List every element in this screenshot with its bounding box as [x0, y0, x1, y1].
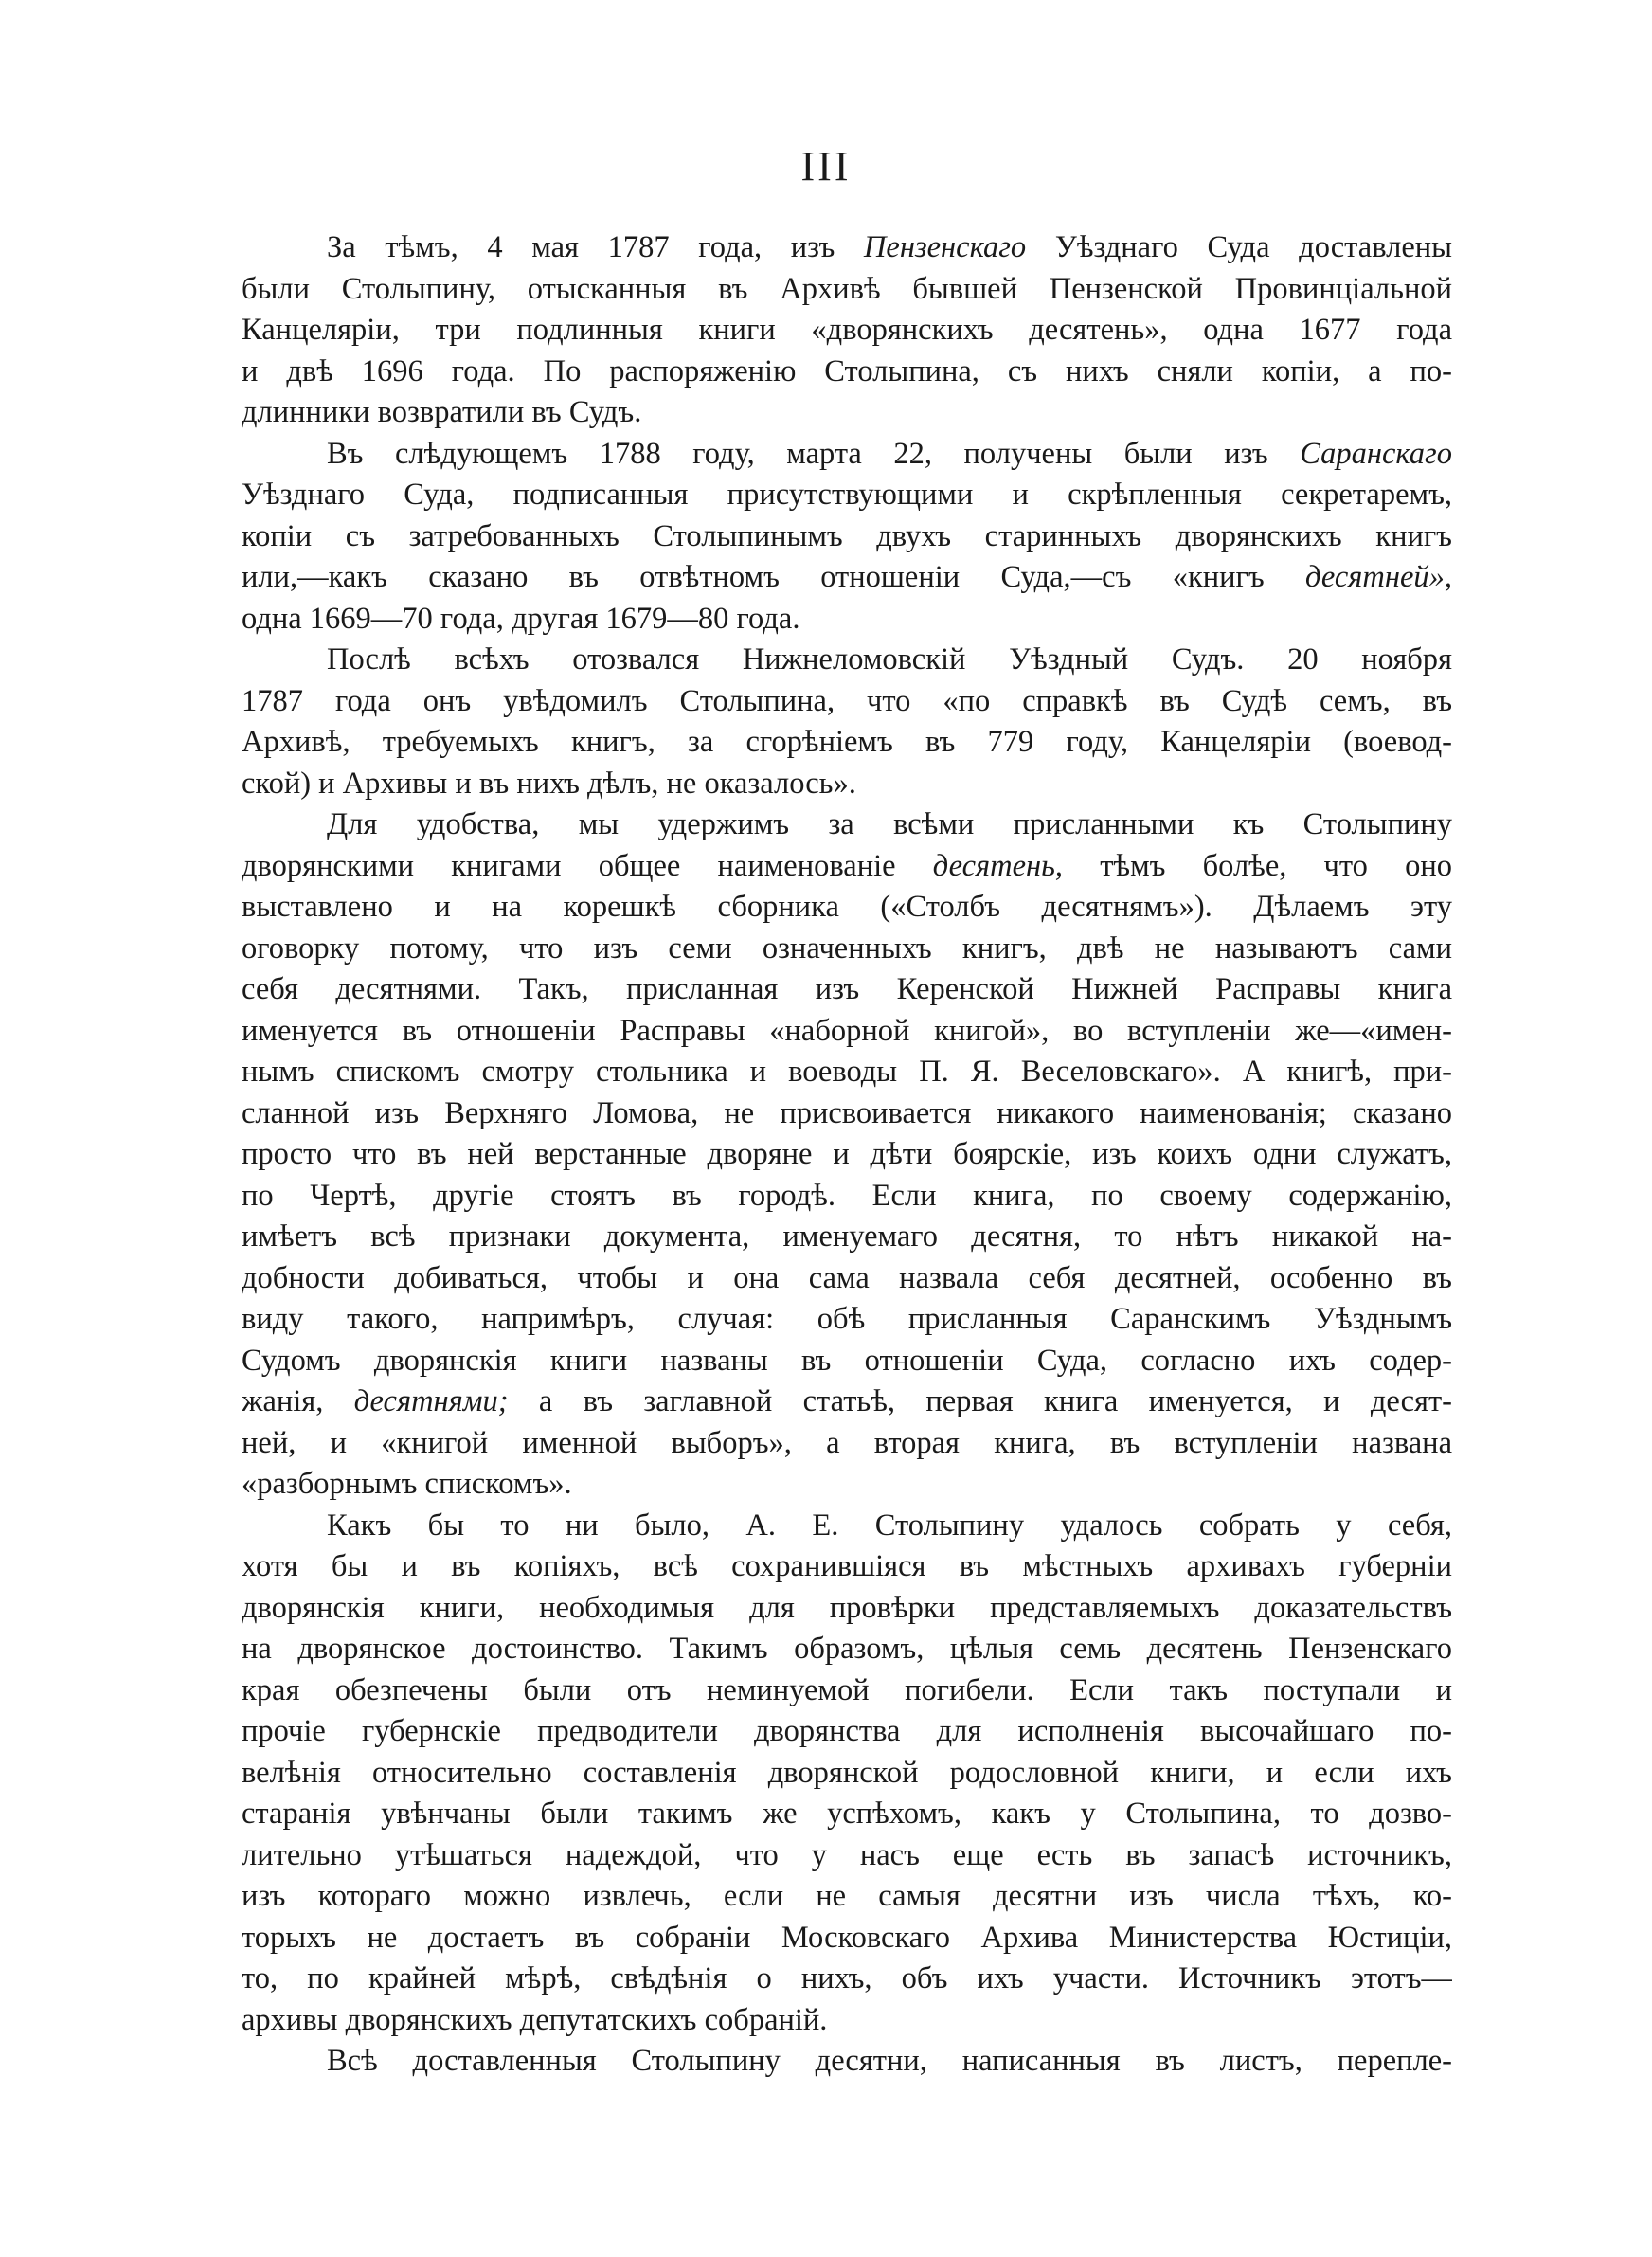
text-line	[242, 846, 1452, 888]
text-run: Судомъ дворянскія книги названы въ отношеніи Суда, согласно ихъ содер-	[242, 1343, 1452, 1378]
text-line	[242, 1670, 1452, 1712]
text-line	[242, 392, 1452, 434]
text-line	[242, 1176, 1452, 1218]
text-run: края обезпечены были отъ неминуемой погибели. Если такъ поступали и	[242, 1672, 1452, 1707]
text-run: виду такого, напримѣръ, случая: обѣ присланныя Саранскимъ Уѣзднымъ	[242, 1302, 1452, 1336]
text-run: а въ заглавной статьѣ, первая книга именуется, и десят-	[508, 1384, 1452, 1418]
text-line	[242, 352, 1452, 393]
text-run: имѣетъ всѣ признаки документа, именуемаго десятня, то нѣтъ никакой на-	[242, 1219, 1452, 1254]
text-run: одна 1669—70 года, другая 1679—80 года.	[242, 601, 800, 636]
text-run: ней, и «книгой именной выборъ», а вторая книга, въ вступленіи названа	[242, 1425, 1452, 1460]
text-line	[242, 929, 1452, 970]
page-number: III	[800, 143, 852, 190]
text-run: прочіе губернскіе предводители дворянства для исполненія высочайшаго по-	[242, 1714, 1452, 1748]
text-run: на дворянское достоинство. Такимъ образомъ, цѣлыя семь десятень Пензенскаго	[242, 1632, 1452, 1666]
text-line	[242, 516, 1452, 558]
text-line	[242, 681, 1452, 723]
text-line	[242, 434, 1452, 476]
italic-term: десятень,	[932, 848, 1064, 883]
paragraph	[242, 804, 1452, 1506]
text-run: были Столыпину, отысканныя въ Архивѣ бывшей Пензенской Провинціальной	[242, 271, 1452, 306]
text-run: лительно утѣшаться надеждой, что у насъ еще есть въ запасѣ источникъ,	[242, 1837, 1452, 1872]
text-run: и двѣ 1696 года. По распоряженію Столыпина, съ нихъ сняли копіи, а по-	[242, 353, 1452, 388]
text-run: архивы дворянскихъ депутатскихъ собраній.	[242, 2002, 828, 2037]
text-line	[242, 227, 1452, 269]
text-run: Канцеляріи, три подлинныя книги «дворянскихъ десятень», одна 1677 года	[242, 313, 1452, 347]
text-line	[242, 1258, 1452, 1300]
text-line	[242, 2041, 1452, 2083]
text-run: старанія увѣнчаны были такимъ же успѣхомъ, какъ у Столыпина, то дозво-	[242, 1797, 1452, 1831]
text-run: добности добиваться, чтобы и она сама назвала себя десятней, особенно въ	[242, 1260, 1452, 1295]
text-run: сланной изъ Верхняго Ломова, не присвоивается никакого наименованія; сказано	[242, 1095, 1452, 1130]
italic-term: десятнями;	[353, 1384, 509, 1418]
text-line	[242, 2000, 1452, 2042]
text-line	[242, 1341, 1452, 1382]
text-run: Архивѣ, требуемыхъ книгъ, за сгорѣніемъ въ 779 году, Канцеляріи (воевод-	[242, 725, 1452, 759]
text-line	[242, 310, 1452, 352]
text-run: Для удобства, мы удержимъ за всѣми присланными къ Столыпину	[327, 807, 1452, 841]
text-line	[242, 1588, 1452, 1630]
text-run: изъ котораго можно извлечь, если не самыя десятни изъ числа тѣхъ, ко-	[242, 1879, 1452, 1913]
text-line	[242, 475, 1452, 516]
text-run: или,—какъ сказано въ отвѣтномъ отношеніи Суда,—съ «книгъ	[242, 560, 1305, 594]
text-line	[242, 1835, 1452, 1877]
text-line	[242, 1464, 1452, 1506]
text-line	[242, 1423, 1452, 1465]
text-line	[242, 969, 1452, 1011]
text-run: За тѣмъ, 4 мая 1787 года, изъ	[327, 230, 864, 264]
text-line	[242, 887, 1452, 929]
text-line	[242, 1918, 1452, 1959]
text-line	[242, 722, 1452, 764]
italic-term: Саранскаго	[1300, 436, 1452, 471]
text-line	[242, 804, 1452, 846]
text-line	[242, 1093, 1452, 1135]
text-line	[242, 1794, 1452, 1835]
text-run: Какъ бы то ни было, А. Е. Столыпину удалось собрать у себя,	[327, 1508, 1452, 1543]
text-run: тѣмъ болѣе, что оно	[1063, 848, 1452, 883]
text-line	[242, 1753, 1452, 1795]
text-line	[242, 764, 1452, 805]
text-line	[242, 1711, 1452, 1753]
text-run: ской) и Архивы и въ нихъ дѣлъ, не оказалось».	[242, 766, 856, 801]
italic-term: Пензенскаго	[863, 230, 1027, 264]
text-run: Уѣзднаго Суда, подписанныя присутствующими и скрѣпленныя секретаремъ,	[242, 478, 1452, 512]
text-run: выставлено и на корешкѣ сборника («Столбъ десятнямъ»). Дѣлаемъ эту	[242, 890, 1452, 924]
text-line	[242, 599, 1452, 641]
text-run: Уѣзднаго Суда доставлены	[1026, 230, 1452, 264]
paragraph	[242, 640, 1452, 804]
text-line	[242, 1381, 1452, 1423]
text-run: оговорку потому, что изъ семи означенныхъ книгъ, двѣ не называютъ сами	[242, 930, 1452, 966]
text-run: по Чертѣ, другіе стоятъ въ городѣ. Если книга, по своему содержанію,	[242, 1178, 1452, 1213]
text-line	[242, 640, 1452, 681]
text-line	[242, 1217, 1452, 1258]
text-run: дворянскими книгами общее наименованіе	[242, 848, 933, 883]
text-run: себя десятнями. Такъ, присланная изъ Керенской Нижней Расправы книга	[242, 972, 1452, 1006]
text-run: Въ слѣдующемъ 1788 году, марта 22, получены были изъ	[327, 436, 1301, 471]
text-line	[242, 1876, 1452, 1918]
text-run: длинники возвратили въ Судъ.	[242, 395, 642, 429]
text-run: велѣнія относительно составленія дворянской родословной книги, и если ихъ	[242, 1755, 1452, 1790]
text-run: Всѣ доставленныя Столыпину десятни, написанныя въ листъ, перепле-	[327, 2044, 1452, 2078]
paragraph	[242, 2041, 1452, 2083]
text-line	[242, 1629, 1452, 1670]
text-line	[242, 1011, 1452, 1053]
text-run: нымъ спискомъ смотру стольника и воеводы П. Я. Веселовскаго». А книгѣ, при-	[242, 1055, 1452, 1089]
body-text	[242, 227, 1452, 2083]
text-line	[242, 1506, 1452, 1547]
paragraph	[242, 1506, 1452, 2042]
text-line	[242, 1052, 1452, 1093]
text-run: жанія,	[242, 1384, 354, 1418]
text-run: «разборнымъ спискомъ».	[242, 1467, 572, 1501]
text-run: дворянскія книги, необходимыя для провѣрки представляемыхъ доказательствъ	[242, 1590, 1452, 1625]
paragraph	[242, 227, 1452, 434]
text-line	[242, 1299, 1452, 1341]
paragraph	[242, 434, 1452, 641]
text-run: хотя бы и въ копіяхъ, всѣ сохранившіяся въ мѣстныхъ архивахъ губерніи	[242, 1549, 1452, 1583]
text-run: просто что въ ней верстанные дворяне и дѣти боярскіе, изъ коихъ одни служатъ,	[242, 1137, 1452, 1171]
text-line	[242, 1546, 1452, 1588]
text-run: то, по крайней мѣрѣ, свѣдѣнія о нихъ, объ ихъ участи. Источникъ этотъ—	[242, 1961, 1452, 1995]
text-line	[242, 557, 1452, 599]
text-run: именуется въ отношеніи Расправы «наборной книгой», во вступленіи же—«имен-	[242, 1013, 1452, 1048]
text-line	[242, 269, 1452, 311]
text-line	[242, 1959, 1452, 2000]
text-run: копіи съ затребованныхъ Столыпинымъ двухъ старинныхъ дворянскихъ книгъ	[242, 518, 1452, 553]
text-run: Послѣ всѣхъ отозвался Нижнеломовскій Уѣздный Судъ. 20 ноября	[327, 642, 1452, 677]
text-run: 1787 года онъ увѣдомилъ Столыпина, что «по справкѣ въ Судѣ семъ, въ	[242, 683, 1452, 718]
text-line	[242, 1134, 1452, 1176]
italic-term: десятней»,	[1304, 560, 1452, 594]
text-run: торыхъ не достаетъ въ собраніи Московскаго Архива Министерства Юстиціи,	[242, 1920, 1452, 1955]
